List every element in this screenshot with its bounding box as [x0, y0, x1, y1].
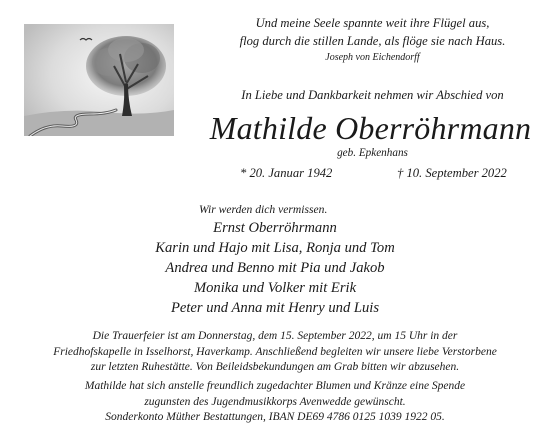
deceased-name: Mathilde Oberröhrmann	[209, 110, 532, 146]
intro-text: In Liebe und Dankbarkeit nehmen wir Abschied von	[241, 88, 504, 102]
service-line: Friedhofskapelle in Isselhorst, Haverkamp. Anschließend begleiten wir unsere liebe Verstorbene	[53, 345, 497, 358]
miss-text: Wir werden dich vermissen.	[199, 203, 328, 216]
poem-line: Und meine Seele spannte weit ihre Flügel aus,	[255, 16, 490, 30]
poem-author: Joseph von Eichendorff	[325, 52, 420, 63]
service-info	[4, 329, 546, 376]
tree-illustration	[24, 24, 174, 136]
family-list	[100, 218, 450, 318]
death-date: † 10. September 2022	[397, 166, 507, 180]
poem-quote	[205, 14, 540, 50]
birth-name: geb. Epkenhans	[337, 147, 408, 159]
donation-info	[4, 379, 546, 426]
family-member: Monika und Volker mit Erik	[193, 280, 357, 296]
donation-line: Sonderkonto Müther Bestattungen, IBAN DE69 4786 0125 1039 1922 05.	[105, 411, 445, 423]
poem-line: flog durch die stillen Lande, als flöge sie nach Haus.	[239, 34, 506, 48]
service-line: zur letzten Ruhestätte. Von Beileidsbekundungen am Grab bitten wir abzusehen.	[90, 361, 460, 373]
birth-date: * 20. Januar 1942	[240, 166, 333, 180]
service-line: Die Trauerfeier ist am Donnerstag, dem 15. September 2022, um 15 Uhr in der	[92, 330, 458, 342]
donation-line: zugunsten des Jugendmusikkorps Avenwedde gewünscht.	[144, 395, 406, 408]
donation-line: Mathilde hat sich anstelle freundlich zugedachter Blumen und Kränze eine Spende	[84, 380, 466, 392]
family-member: Andrea und Benno mit Pia und Jakob	[165, 260, 385, 276]
family-member: Karin und Hajo mit Lisa, Ronja und Tom	[155, 240, 395, 256]
family-member: Peter und Anna mit Henry und Luis	[170, 300, 380, 316]
family-member: Ernst Oberröhrmann	[213, 220, 337, 236]
